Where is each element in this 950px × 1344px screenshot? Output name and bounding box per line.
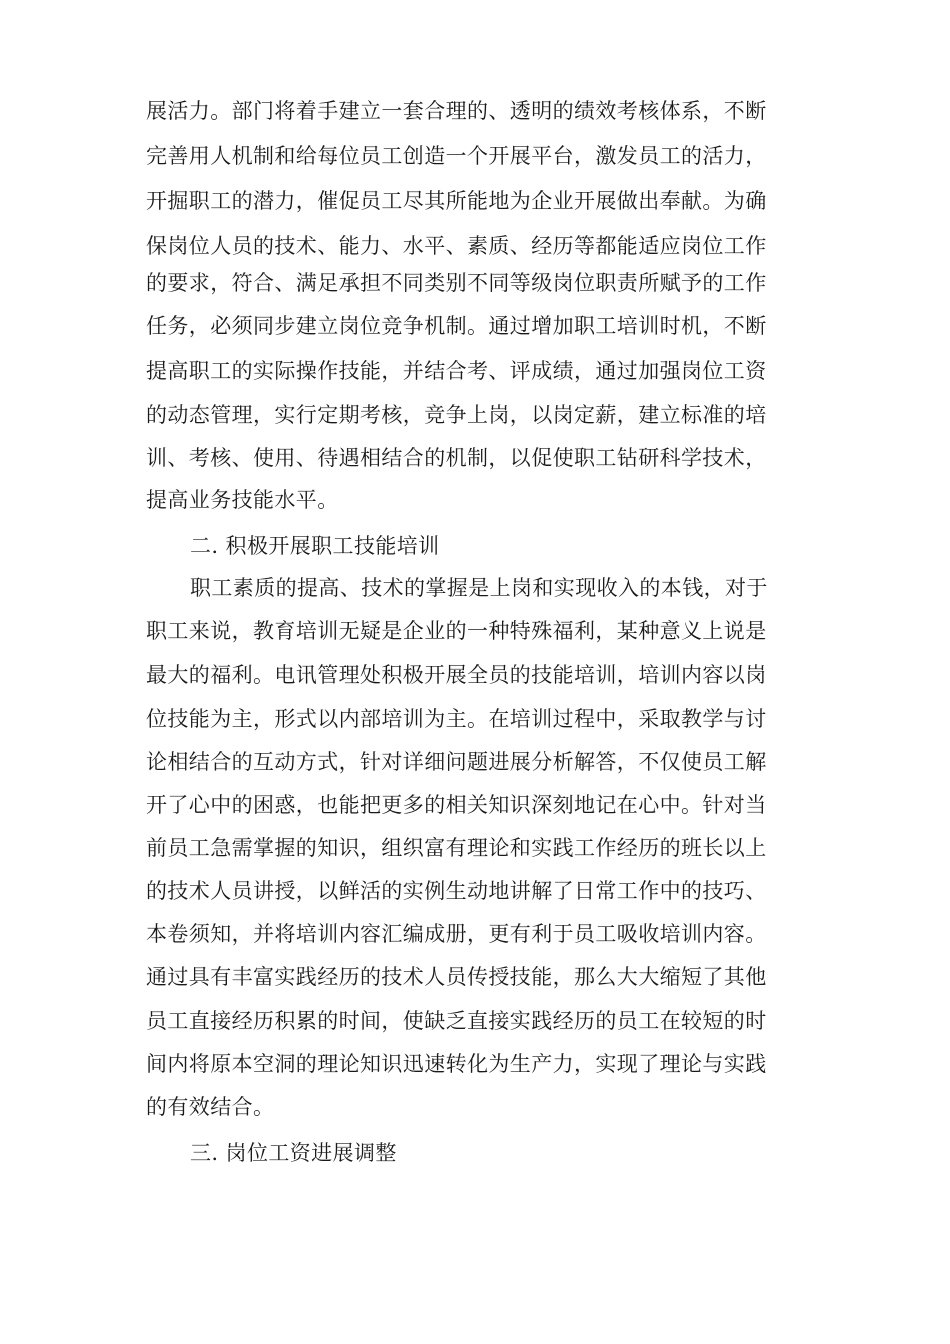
paragraph-line: 本卷须知，并将培训内容汇编成册，更有利于员工吸收培训内容。 [146,922,767,946]
section-heading: 三. 岗位工资进展调整 [190,1141,397,1165]
paragraph-line: 员工直接经历积累的时间，使缺乏直接实践经历的员工在较短的时 [146,1009,767,1033]
paragraph-line: 的有效结合。 [146,1095,275,1119]
paragraph-line: 间内将原本空洞的理论知识迅速转化为生产力，实现了理论与实践 [146,1052,767,1076]
paragraph-line: 训、考核、使用、待遇相结合的机制，以促使职工钻研科学技术， [146,446,767,470]
paragraph-line: 任务，必须同步建立岗位竞争机制。通过增加职工培训时机，不断 [146,314,767,338]
paragraph-line: 前员工急需掌握的知识，组织富有理论和实践工作经历的班长以上 [146,836,767,860]
section-heading: 二. 积极开展职工技能培训 [190,534,440,558]
paragraph-line: 的要求，符合、满足承担不同类别不同等级岗位职责所赋予的工作 [146,271,767,295]
paragraph-line: 完善用人机制和给每位员工创造一个开展平台，激发员工的活力， [146,144,767,168]
paragraph-line: 的动态管理，实行定期考核，竞争上岗，以岗定薪，建立标准的培 [146,403,767,427]
paragraph-line: 的技术人员讲授，以鲜活的实例生动地讲解了日常工作中的技巧、 [146,879,767,903]
paragraph-line: 通过具有丰富实践经历的技术人员传授技能，那么大大缩短了其他 [146,965,767,989]
paragraph-line: 保岗位人员的技术、能力、水平、素质、经历等都能适应岗位工作 [146,234,767,258]
paragraph-line: 提高业务技能水平。 [146,488,339,512]
paragraph-line: 职工来说，教育培训无疑是企业的一种特殊福利，某种意义上说是 [146,619,767,643]
paragraph-line: 最大的福利。电讯管理处积极开展全员的技能培训，培训内容以岗 [146,663,767,687]
paragraph-line: 职工素质的提高、技术的掌握是上岗和实现收入的本钱，对于 [190,576,768,600]
paragraph-line: 开掘职工的潜力，催促员工尽其所能地为企业开展做出奉献。为确 [146,189,767,213]
paragraph-line: 开了心中的困惑，也能把更多的相关知识深刻地记在心中。针对当 [146,793,767,817]
paragraph-line: 位技能为主，形式以内部培训为主。在培训过程中，采取教学与讨 [146,707,767,731]
paragraph-line: 论相结合的互动方式，针对详细问题进展分析解答，不仅使员工解 [146,750,767,774]
paragraph-line: 展活力。部门将着手建立一套合理的、透明的绩效考核体系，不断 [146,99,767,123]
paragraph-line: 提高职工的实际操作技能，并结合考、评成绩，通过加强岗位工资 [146,359,767,383]
